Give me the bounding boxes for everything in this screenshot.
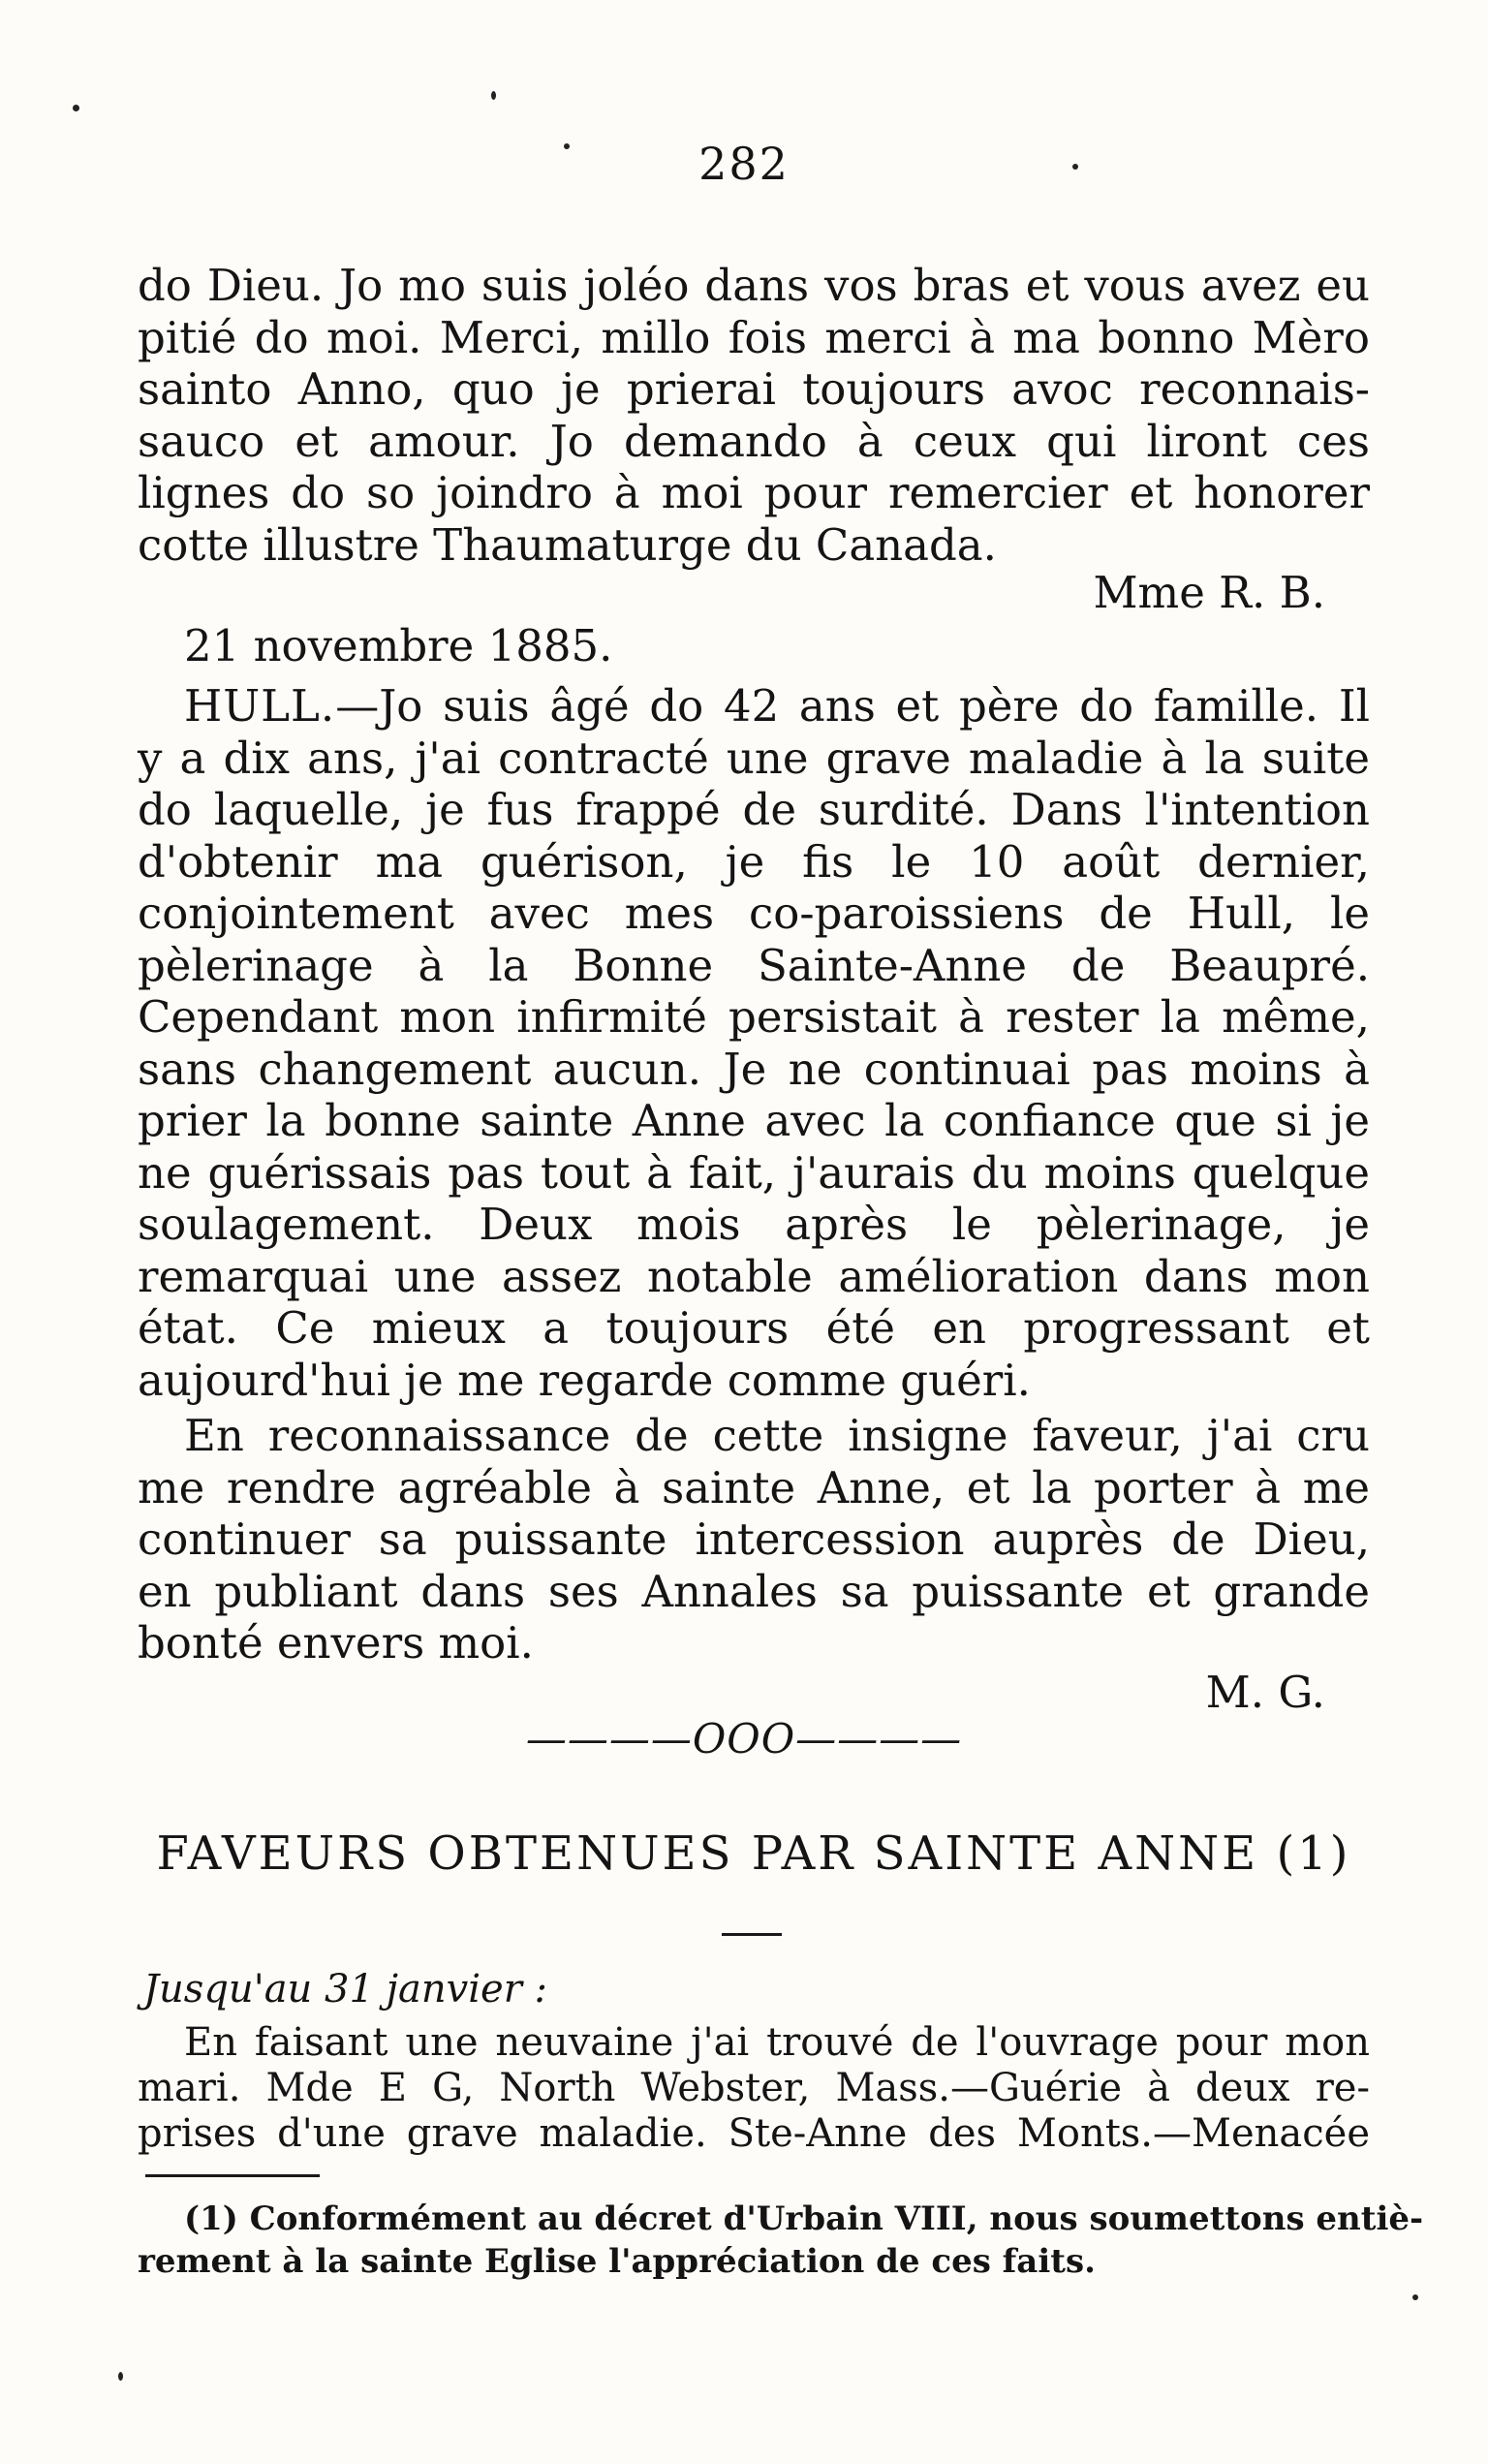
- text-line: lignes do so joindro à moi pour remercier et honorer: [138, 467, 1370, 518]
- text-line: sauco et amour. Jo demando à ceux qui liront ces: [138, 415, 1370, 467]
- place-name: HULL.: [184, 680, 336, 732]
- section-title: FAVEURS OBTENUES PAR SAINTE ANNE (1): [156, 1826, 1351, 1881]
- text-line: sainto Anno, quo je prierai toujours avoc reconnais-: [138, 363, 1370, 415]
- text-line: bonté envers moi.: [138, 1617, 534, 1669]
- faveurs-section: [138, 1967, 1370, 2157]
- paragraph-reconnaissance: [138, 1410, 1370, 1669]
- scan-speck: [491, 91, 496, 100]
- scan-speck: [73, 105, 79, 111]
- text-line: cotte illustre Thaumaturge du Canada.: [138, 518, 997, 571]
- footnote-line: (1) Conformément au décret d'Urbain VIII, nous soumettons entiè-: [184, 2199, 1424, 2238]
- text-line: En faisant une neuvaine j'ai trouvé de l'ouvrage pour mon: [184, 2020, 1370, 2065]
- page-number: 282: [698, 138, 790, 190]
- text-line-rest: —Jo suis âgé do 42 ans et père do famille. Il: [335, 680, 1370, 732]
- footnote-line: rement à la sainte Eglise l'appréciation de ces faits.: [138, 2242, 1096, 2281]
- text-line: ne guérissais pas tout à fait, j'aurais du moins quelque: [138, 1146, 1370, 1199]
- text-line: mari. Mde E G, North Webster, Mass.—Guérie à deux re-: [138, 2066, 1370, 2110]
- scan-speck: [118, 2372, 123, 2381]
- text-line: do laquelle, je fus frappé de surdité. Dans l'intention: [138, 784, 1370, 835]
- ornament-divider: ————OOO————: [525, 1715, 963, 1762]
- text-line: sans changement aucun. Je ne continuai pas moins à: [138, 1043, 1370, 1095]
- text-line: d'obtenir ma guérison, je fis le 10 août dernier,: [138, 835, 1370, 888]
- text-line: En reconnaissance de cette insigne faveur, j'ai cru: [184, 1410, 1370, 1461]
- scan-speck: [1412, 2294, 1418, 2300]
- text-line: Cependant mon infirmité persistait à rester la même,: [138, 991, 1370, 1043]
- text-line: prier la bonne sainte Anne avec la confiance que si je: [138, 1095, 1370, 1146]
- letter-date: 21 novembre 1885.: [184, 620, 613, 671]
- text-line: conjointement avec mes co-paroissiens de Hull, le: [138, 888, 1370, 939]
- text-line: en publiant dans ses Annales sa puissante et grande: [138, 1565, 1370, 1617]
- text-line: remarquai une assez notable amélioration dans mon: [138, 1250, 1370, 1302]
- text-line: pitié do moi. Merci, millo fois merci à ma bonno Mèro: [138, 311, 1370, 363]
- paragraph-1: [138, 260, 1370, 571]
- section-date: Jusqu'au 31 janvier :: [143, 1967, 548, 2012]
- text-line: pèlerinage à la Bonne Sainte-Anne de Beaupré.: [138, 939, 1370, 991]
- text-line: soulagement. Deux mois après le pèlerinage, je: [138, 1199, 1370, 1250]
- text-line: do Dieu. Jo mo suis joléo dans vos bras et vous avez eu: [138, 260, 1370, 311]
- text-line: me rendre agréable à sainte Anne, et la porter à me: [138, 1461, 1370, 1513]
- text-line: y a dix ans, j'ai contracté une grave maladie à la suite: [138, 732, 1370, 784]
- footnote: [138, 2198, 1424, 2283]
- title-rule: [722, 1933, 782, 1936]
- paragraph-hull: [138, 680, 1370, 1406]
- footnote-rule: [145, 2174, 320, 2177]
- text-line: aujourd'hui je me regarde comme guéri.: [138, 1354, 1031, 1406]
- text-line: état. Ce mieux a toujours été en progressant et: [138, 1302, 1370, 1354]
- text-line: continuer sa puissante intercession auprès de Dieu,: [138, 1513, 1370, 1565]
- text-line: prises d'une grave maladie. Ste-Anne des Monts.—Menacée: [138, 2111, 1370, 2156]
- signature-mme-rb: Mme R. B.: [1093, 567, 1325, 618]
- text-line: [138, 680, 1370, 733]
- signature-mg: M. G.: [1205, 1667, 1325, 1718]
